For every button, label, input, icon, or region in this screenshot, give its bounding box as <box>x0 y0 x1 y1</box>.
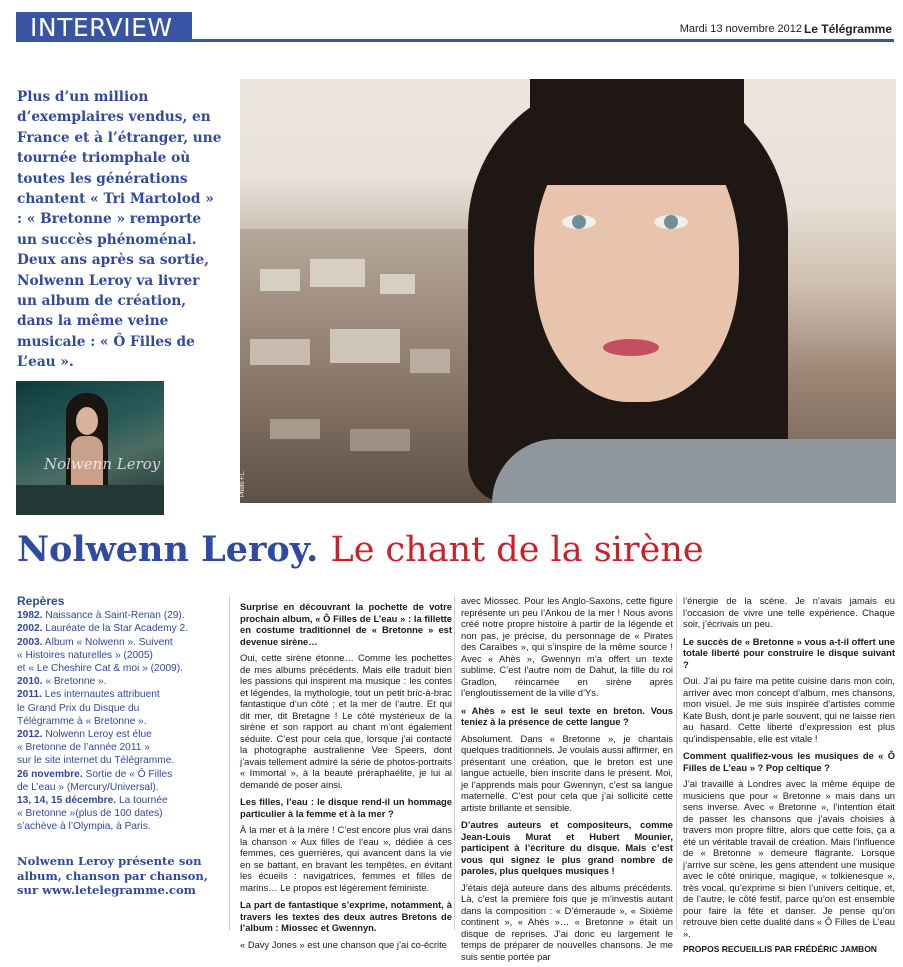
interview-question: Les filles, l’eau : le disque rend-il un hommage particulier à la femme et à la mer ? <box>240 796 452 819</box>
main-portrait-photo <box>240 79 896 503</box>
header-rule <box>192 39 894 42</box>
reperes-text: s’achève à l’Olympia, à Paris. <box>17 821 151 833</box>
interview-question: La part de fantastique s’exprime, notamment, à travers les textes des deux autres Bretons de l’album : Miossec et Gwennyn. <box>240 899 452 933</box>
interview-answer: Oui, cette sirène étonne… Comme les pochettes de mes albums précédents. Mais elle traduit bien les passions qui inspirent ma musique : les contes et légendes, la mythologie, tout un petit bric-à-brac fantastique d’un côté ; et la mer de l’autre. Et qui dit mer, dit Bretagne ! Le côté mystérieux de la sirène et son rapport au chant m’ont également séduite. C’est pour cela que, lorsque j’ai contacté la photographe australienne Vee Speers, dont j’avais tellement admiré la série de photos-portraits « Immortal », à la beauté préraphaélite, je lui ai demandé de poser ainsi. <box>240 652 452 790</box>
newspaper-name: Le Télégramme <box>803 22 892 36</box>
reperes-item <box>17 675 223 688</box>
reperes-year: 2011. <box>17 689 42 701</box>
reperes-item <box>17 702 223 715</box>
reperes-item <box>17 649 223 662</box>
interview-question: D’autres auteurs et compositeurs, comme Jean-Louis Murat et Hubert Mounier, participent à l’écriture du disque. Mais c’est vous qui signez le plus grand nombre de paroles, plus quelques musiques ! <box>461 819 673 876</box>
headline-name: Nolwenn Leroy. <box>17 529 319 570</box>
interview-answer: J’ai travaillé à Londres avec la même équipe de musiciens que pour « Bretonne » mais dans un sens inverse. Avec « Bretonne », l’intention était de passer les chansons que j’avais choisies à travers mon propre filtre, alors que cette fois, ça a été un véritable travail de création. Mais l’influence de « Bretonne » demeure flagrante. Lorsque j’arrive sur scène, les gens attendent une musique avec le côté onirique, magique, « tolkienesque », très vocal, qu’exprime si bien l’univers celtique, et, de l’autre, le côté festif, parce qu’on est ensemble pour faire la fête et danser. Je pense qu’on retrouve bien cette dualité dans « Ô Filles de L’eau ». <box>683 778 895 939</box>
reperes-text: le Grand Prix du Disque du <box>17 702 140 714</box>
headline <box>17 529 704 570</box>
reperes-item <box>17 728 223 741</box>
interview-answer: À la mer et à la mère ! C’est encore plus vrai dans la chanson « Aux filles de l’eau », dédiée à ces femmes, ces guerrières, qui avancent dans la vie en se battant, en bravant les tempêtes, en évitant les écueils : navigatrices, femmes et filles de marins… Le propos est légèrement féministe. <box>240 824 452 893</box>
reperes-year: 26 novembre. <box>17 768 83 780</box>
column-rule <box>229 595 230 930</box>
interview-question: « Ahès » est le seul texte en breton. Vous teniez à la présence de cette langue ? <box>461 704 673 727</box>
reperes-text: « Bretonne de l’année 2011 » <box>17 742 150 754</box>
reperes-text: Les internautes attribuent <box>44 689 160 701</box>
reperes-item <box>17 609 223 622</box>
intro-text: Plus d’un million d’exemplaires vendus, en France et à l’étranger, une tournée triomphale où toutes les générations chantent « Tri Martolod » : « Bretonne » remporte un succès phénoménal. Deux ans après sa sortie, Nolwenn Leroy va livrer un album de création, dans la même veine musicale : « Ô Filles de L’eau ». <box>17 89 222 371</box>
reperes-year: 2003. <box>17 636 43 648</box>
reperes-text: et « Le Cheshire Cat & moi » (2009). <box>17 663 183 675</box>
reperes-year: 1982. <box>17 610 43 622</box>
interview-answer: avec Miossec. Pour les Anglo-Saxons, cette figure représente un peu l’Ankou de la mer ! Nous avons créé notre propre histoire à partir de la légende et non pas, je précise, du personnage de « Pirates des Caraïbes », qui s’inspire de la même source ! Avec « Ahès », Gwennyn m’a offert un texte sublime. C’est l’autre nom de Dahut, la fille du roi Gradlon, réincarnée en sirène après l’engloutissement de la ville d’Ys. <box>461 595 673 698</box>
reperes-text: sur le site internet du Télégramme. <box>17 755 175 767</box>
reperes-text: de L’eau » (Mercury/Universal). <box>17 781 159 793</box>
reperes-year: 13, 14, 15 décembre. <box>17 795 117 807</box>
reperes-text: « Bretonne »(plus de 100 dates) <box>17 808 163 820</box>
reperes-year: 2002. <box>17 623 43 635</box>
interview-answer: Absolument. Dans « Bretonne », je chantais quelques traditionnels. Je voulais aussi affirmer, en présentant une création, que le breton est une langue actuelle, bien inscrite dans le présent. Moi, je l’apprends mais pour Gwennyn, c’est sa langue maternelle. C’est pour cela que j’ai sollicité cette artiste brillante et sensible. <box>461 732 673 813</box>
reperes-text: « Histoires naturelles » (2005) <box>17 649 153 661</box>
section-title: INTERVIEW <box>30 13 173 42</box>
reperes-item <box>17 636 223 649</box>
reperes-text: Naissance à Saint-Renan (29). <box>45 610 185 622</box>
album-cover-image <box>16 381 164 515</box>
issue-date: Mardi 13 novembre 2012 <box>679 23 802 35</box>
reperes-item <box>17 715 223 728</box>
website-promo: Nolwenn Leroy présente son album, chanson par chanson, sur www.letelegramme.com <box>17 854 208 897</box>
reperes-text: Lauréate de la Star Academy 2. <box>45 623 189 635</box>
interview-answer: J’étais déjà auteure dans des albums précédents. Là, c’est la première fois que je m’investis autant dans la composition : « D’émeraude », « Sixième continent », « Ahès »… « Bretonne » était un disque de reprises. J’ai donc eu largement le temps de préparer de nouvelles chansons. Je me suis sentie portée par <box>461 881 673 962</box>
article-column-2 <box>461 595 673 967</box>
reperes-item <box>17 688 223 701</box>
article-column-1 <box>240 595 452 955</box>
reperes-box <box>17 595 223 834</box>
album-cover-text: Nolwenn Leroy <box>44 455 161 473</box>
reperes-text: Nolwenn Leroy est élue <box>45 729 152 741</box>
reperes-year: 2010. <box>17 676 43 688</box>
reperes-list <box>17 609 223 833</box>
photo-credit: Photo F.L. <box>240 469 246 497</box>
reperes-item <box>17 768 223 781</box>
column-rule <box>676 595 677 930</box>
reperes-title: Repères <box>17 594 65 608</box>
reperes-year: 2012. <box>17 729 43 741</box>
headline-title: Le chant de la sirène <box>330 530 704 570</box>
reperes-item <box>17 794 223 807</box>
reperes-item <box>17 662 223 675</box>
reperes-text: Album « Nolwenn ». Suivent <box>44 636 173 648</box>
section-banner <box>16 12 192 42</box>
article-column-3 <box>683 595 895 961</box>
interview-answer: Oui. J’ai pu faire ma petite cuisine dans mon coin, arriver avec mon concept d’album, mes chansons, mon visuel. Je me suis inspirée d’artistes comme Kate Bush, dont je parle souvent, qui ne laisse rien au hasard. Cette liberté d’expression est plus qu’indispensable, elle est vitale ! <box>683 675 895 744</box>
reperes-item <box>17 754 223 767</box>
reperes-text: « Bretonne ». <box>45 676 107 688</box>
reperes-item <box>17 781 223 794</box>
reperes-item <box>17 741 223 754</box>
reperes-item <box>17 622 223 635</box>
reperes-text: La tournée <box>118 795 168 807</box>
interview-question: Le succès de « Bretonne » vous a-t-il offert une totale liberté pour construire le disque suivant ? <box>683 635 895 670</box>
interview-question: Surprise en découvrant la pochette de votre prochain album, « Ô Filles de L’eau » : la fillette en costume traditionnel de « Bretonne » est devenue sirène… <box>240 601 452 647</box>
interview-question: Comment qualifiez-vous les musiques de « Ô Filles de L’eau » ? Pop celtique ? <box>683 750 895 773</box>
page-header <box>16 12 894 42</box>
reperes-item <box>17 807 223 820</box>
interview-answer: « Davy Jones » est une chanson que j’ai co-écrite <box>240 938 447 950</box>
reperes-text: Sortie de « Ô Filles <box>85 768 173 780</box>
interview-answer: l’énergie de la scène. Je n’avais jamais eu l’occasion de vivre une telle expérience. Chaque soir, j’écrivais un peu. <box>683 595 895 629</box>
column-rule <box>454 595 455 930</box>
reperes-item <box>17 820 223 833</box>
byline: PROPOS RECUEILLIS PAR FRÉDÉRIC JAMBON <box>683 944 877 954</box>
reperes-text: Télégramme à « Bretonne ». <box>17 715 147 727</box>
